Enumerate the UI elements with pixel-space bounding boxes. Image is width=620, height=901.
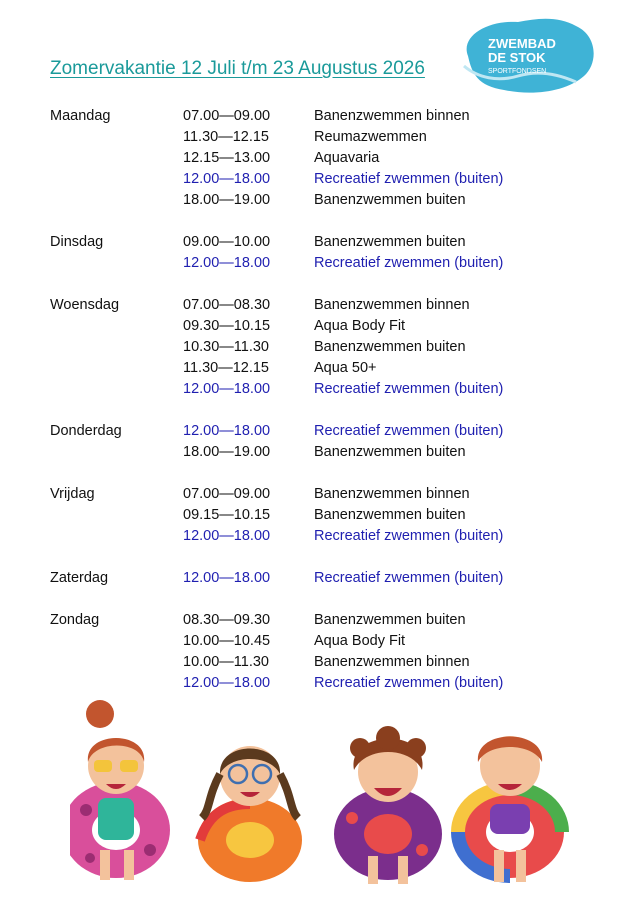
- day-block-woensdag: [50, 295, 570, 400]
- day-block-donderdag: [50, 421, 570, 463]
- session-activity: Banenzwemmen buiten: [314, 507, 466, 523]
- schedule-row: [50, 505, 570, 526]
- session-time: 12.00—18.00: [183, 255, 271, 271]
- session-activity: Recreatief zwemmen (buiten): [314, 570, 504, 586]
- session-activity: Aqua Body Fit: [314, 633, 406, 649]
- child-purple-ring-icon: [334, 726, 442, 884]
- day-name: Zaterdag: [50, 570, 109, 586]
- session-activity: Recreatief zwemmen (buiten): [314, 423, 504, 439]
- day-block-zondag: [50, 610, 570, 694]
- schedule-row: [50, 148, 570, 169]
- session-time: 10.00—11.30: [183, 654, 269, 670]
- session-time: 12.15—13.00: [183, 150, 271, 166]
- logo-line-1: ZWEMBAD: [488, 36, 556, 51]
- day-block-maandag: [50, 106, 570, 211]
- session-time: 12.00—18.00: [183, 423, 271, 439]
- session-time: 08.30—09.30: [183, 612, 271, 628]
- day-name: [50, 526, 183, 547]
- day-name: [50, 337, 183, 358]
- session-time: 12.00—18.00: [183, 570, 271, 586]
- day-name: [50, 316, 183, 337]
- session-time: 12.00—18.00: [183, 381, 271, 397]
- session-activity: Banenzwemmen buiten: [314, 612, 466, 628]
- day-name: Dinsdag: [50, 234, 104, 250]
- schedule-row: [50, 652, 570, 673]
- session-time: 07.00—09.00: [183, 486, 271, 502]
- day-name: Maandag: [50, 108, 111, 124]
- day-block-zaterdag: [50, 568, 570, 589]
- session-time: 12.00—18.00: [183, 528, 271, 544]
- schedule-row: [50, 526, 570, 547]
- session-activity: Recreatief zwemmen (buiten): [314, 675, 504, 691]
- schedule-row: [50, 169, 570, 190]
- child-rainbow-ring-icon: [456, 736, 564, 882]
- schedule-row: [50, 610, 570, 631]
- day-block-vrijdag: [50, 484, 570, 547]
- schedule-row: [50, 316, 570, 337]
- session-time: 09.30—10.15: [183, 318, 271, 334]
- schedule-row: [50, 337, 570, 358]
- day-name: [50, 148, 183, 169]
- day-name: [50, 652, 183, 673]
- schedule-row: [50, 484, 570, 505]
- schedule-row: [50, 442, 570, 463]
- schedule-row: [50, 673, 570, 694]
- session-activity: Recreatief zwemmen (buiten): [314, 255, 504, 271]
- session-time: 09.00—10.00: [183, 234, 271, 250]
- session-activity: Recreatief zwemmen (buiten): [314, 528, 504, 544]
- session-activity: Banenzwemmen buiten: [314, 444, 466, 460]
- day-name: Donderdag: [50, 423, 122, 439]
- session-activity: Recreatief zwemmen (buiten): [314, 381, 504, 397]
- schedule-row: [50, 358, 570, 379]
- day-name: [50, 127, 183, 148]
- day-name: [50, 253, 183, 274]
- session-time: 11.30—12.15: [183, 360, 269, 376]
- session-activity: Banenzwemmen binnen: [314, 108, 470, 124]
- session-time: 11.30—12.15: [183, 129, 269, 145]
- session-activity: Recreatief zwemmen (buiten): [314, 171, 504, 187]
- day-name: [50, 190, 183, 211]
- session-activity: Banenzwemmen buiten: [314, 234, 466, 250]
- session-time: 18.00—19.00: [183, 444, 271, 460]
- session-activity: Aquavaria: [314, 150, 380, 166]
- session-time: 07.00—09.00: [183, 108, 271, 124]
- session-activity: Banenzwemmen binnen: [314, 297, 470, 313]
- logo-line-2: DE STOK: [488, 50, 546, 65]
- session-activity: Aqua 50+: [314, 360, 377, 376]
- schedule-row: [50, 379, 570, 400]
- session-time: 10.00—10.45: [183, 633, 271, 649]
- session-activity: Banenzwemmen buiten: [314, 192, 466, 208]
- day-name: Vrijdag: [50, 486, 95, 502]
- day-name: [50, 505, 183, 526]
- zwembad-de-stok-logo: [458, 16, 598, 96]
- session-activity: Banenzwemmen buiten: [314, 339, 466, 355]
- child-pink-ring-icon: [70, 700, 170, 880]
- schedule-row: [50, 190, 570, 211]
- day-name: [50, 358, 183, 379]
- page-title: Zomervakantie 12 Juli t/m 23 Augustus 2026: [50, 58, 425, 79]
- session-activity: Aqua Body Fit: [314, 318, 406, 334]
- day-block-dinsdag: [50, 232, 570, 274]
- schedule-row: [50, 295, 570, 316]
- session-activity: Reumazwemmen: [314, 129, 427, 145]
- schedule-row: [50, 568, 570, 589]
- session-time: 18.00—19.00: [183, 192, 271, 208]
- schedule-row: [50, 232, 570, 253]
- schedule-row: [50, 253, 570, 274]
- day-name: Zondag: [50, 612, 100, 628]
- session-time: 09.15—10.15: [183, 507, 271, 523]
- schedule-row: [50, 421, 570, 442]
- schedule-table: [50, 106, 570, 715]
- child-orange-ring-icon: [198, 746, 302, 882]
- logo-line-3: SPORTFONDSEN: [488, 68, 547, 75]
- session-time: 10.30—11.30: [183, 339, 269, 355]
- schedule-row: [50, 106, 570, 127]
- day-name: [50, 631, 183, 652]
- session-time: 12.00—18.00: [183, 171, 271, 187]
- session-activity: Banenzwemmen binnen: [314, 486, 470, 502]
- day-name: Woensdag: [50, 297, 120, 313]
- day-name: [50, 169, 183, 190]
- schedule-row: [50, 631, 570, 652]
- session-time: 12.00—18.00: [183, 675, 271, 691]
- children-swim-rings-illustration: [70, 700, 570, 890]
- day-name: [50, 673, 183, 694]
- session-time: 07.00—08.30: [183, 297, 271, 313]
- day-name: [50, 379, 183, 400]
- day-name: [50, 442, 183, 463]
- session-activity: Banenzwemmen binnen: [314, 654, 470, 670]
- schedule-row: [50, 127, 570, 148]
